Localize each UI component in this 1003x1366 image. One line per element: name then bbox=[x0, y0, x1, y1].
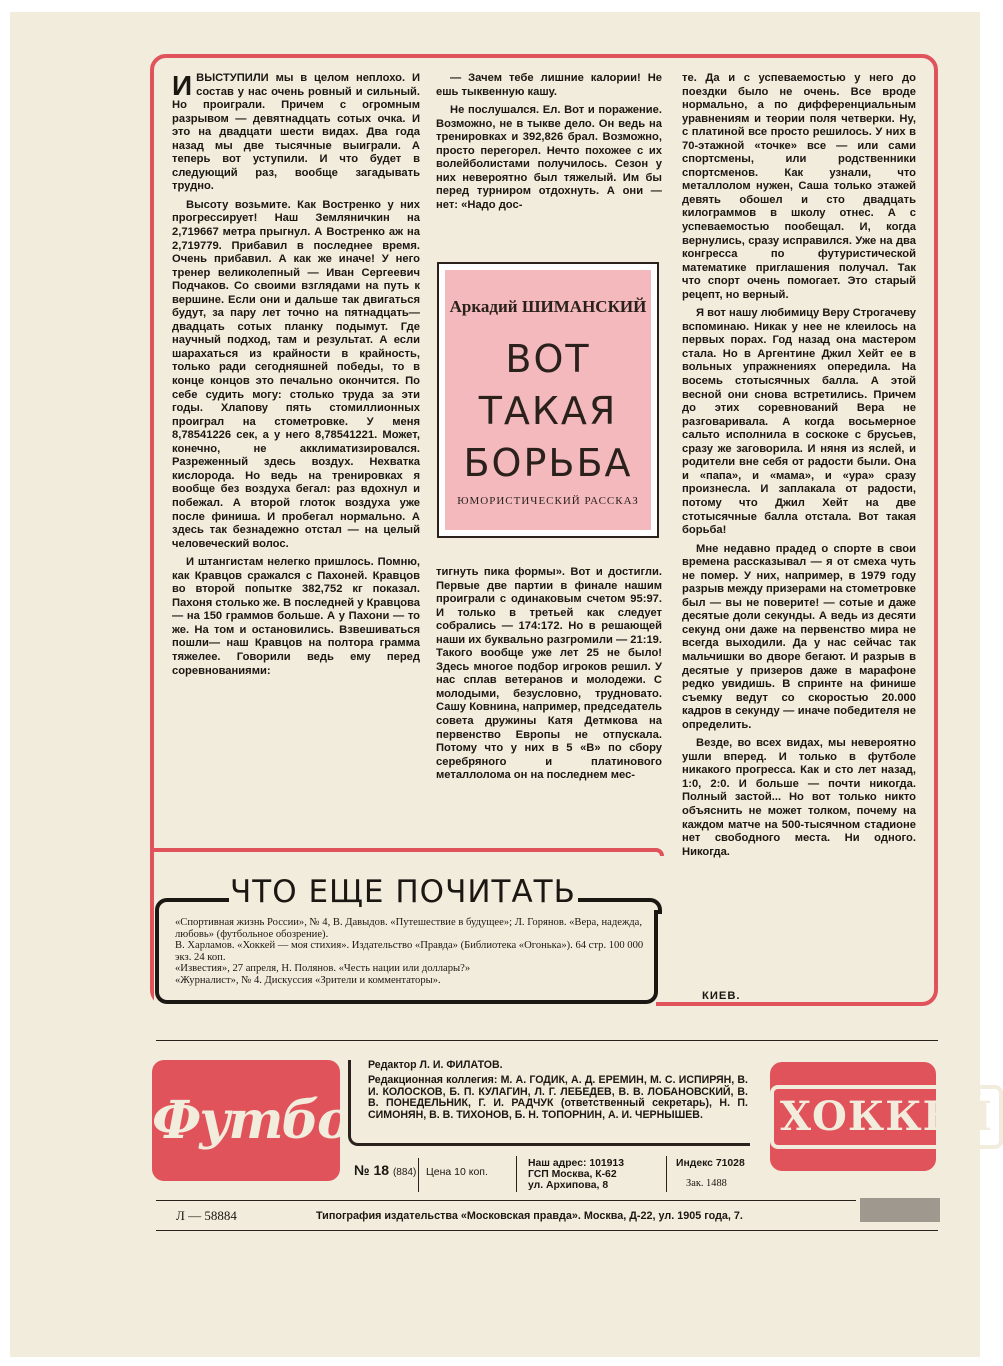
story-title-block bbox=[437, 262, 659, 538]
paragraph: Не послушался. Ел. Вот и поражение. Возможно, не в тыкве дело. Он ведь на тренировках и 392,826 брал. Возможно, просто перегорел. Нечто похожее с их волейболистами получилось. Сезон у них невероятно был тяжелый. Им бы перед турниром отдохнуть. А они — нет: «Надо дос- bbox=[436, 104, 662, 211]
reading-title: ЧТО ЕЩЕ ПОЧИТАТЬ bbox=[230, 874, 576, 910]
title-line-3: БОРЬБА bbox=[463, 441, 633, 485]
paragraph: И штангистам нелегко пришлось. Помню, как Кравцов сражался с Пахоней. Кравцов во второй попытке 382,752 кг показал. Пахоня столько же. В последней у Кравцова — на 150 граммов больше. А у Пахони — то же. На том и остановились. Взвешиваться пошли— наш Кравцов на полтора грамма тяжелее. Говорили ведь ему перед соревнованиями: bbox=[172, 556, 420, 677]
issue-number-value: № 18 bbox=[354, 1162, 390, 1178]
hokkey-logo bbox=[770, 1062, 993, 1171]
futbol-logo: Футбол bbox=[152, 1060, 340, 1181]
printer-imprint: Типография издательства «Московская правда». Москва, Д-22, ул. 1905 года, 7. bbox=[316, 1210, 743, 1222]
postal-address bbox=[528, 1158, 624, 1191]
hokkey-logo-text: ХОККЕЙ bbox=[770, 1085, 1003, 1149]
address-line: ГСП Москва, К-62 bbox=[528, 1169, 617, 1180]
story-column-2-bottom bbox=[436, 566, 662, 788]
paragraph: те. Да и с успеваемостью у него до поездки было не очень. Все вроде нормально, а по дифференциальным уравнениям и теории поля четверки. Ну, с платиной все просто решилось. У них в 70-этажной «точке» все — или сами спортсмены, или родственники спортсменов. Как узнали, что металлолом нужен, Саша только этажей девять обошел и сто двадцать килограммов в школу отнес. А с успеваемостью пообещал. И, когда вернулись, сразу исправился. Уже на два конгресса по футуристической математике приглашения получал. Так что спорт очень помогает. Это старый рецепт, но верный. bbox=[682, 72, 916, 301]
editorial-board: Редакционная коллегия: М. А. ГОДИК, А. Д. ЕРЕМИН, М. С. ИСПИРЯН, В. И. КОЛОСКОВ, Б. П. КУЛАГИН, Л. Г. ЛЕБЕДЕВ, В. В. ЛОБАНОВСКИЙ, В. В. ПОНЕДЕЛЬНИК, Г. И. РАДЧУК (ответственный секретарь), Н. П. СИМОНЯН, В. В. ТИХОНОВ, Б. Н. ТОПОРНИН, А. И. ЧЕРНЫШЕВ. bbox=[368, 1074, 748, 1121]
reading-list bbox=[175, 917, 645, 987]
paragraph: тигнуть пика формы». Вот и достигли. Первые две партии в финале нашим проиграли с одинаковым счетом 95:97. И только в третьей как следует собрались — 174:172. Но в решающей наши их буквально разгромили — 21:19. Такого вообще уже лет 25 не было! Здесь многое подбор игроков решил. У нас сплав ветеранов и молодежи. С молодыми, безусловно, трудновато. Сашу Ковнина, например, председатель совета дружины Катя Детмкова на первенство Европы не отпускала. Потому что у них в 5 «В» по сбору серебряного и платинового металлолома он на последнем мес- bbox=[436, 566, 662, 782]
issue-price: Цена 10 коп. bbox=[426, 1166, 488, 1178]
story-column-2-top bbox=[436, 72, 662, 217]
divider-rule bbox=[156, 1230, 938, 1231]
reading-item: «Известия», 27 апреля, Н. Полянов. «Честь нации или доллары?» bbox=[175, 963, 471, 975]
address-line: ул. Архипова, 8 bbox=[528, 1180, 609, 1191]
issue-number bbox=[354, 1162, 416, 1178]
dateline: КИЕВ. bbox=[702, 990, 741, 1002]
paragraph: Высоту возьмите. Как Востренко у них прогрессирует! Наш Земляничкин на 2,719667 метра прыгнул. А Востренко аж на 2,719779. Прибавил в последнее время. Очень прибавил. А как же иначе! У него тренер великолепный — Иван Сергеевич Подчаков. Со своими взглядами на путь к вершине. Если они и дальше так двигаться будут, за пару лет точно на пятнадцать—двадцать сотых планку подымут. Где научный подход, там и результат. А если шарахаться из крайности в крайность, только ради сегодняшней победы, то в конце концов это печально окончится. По себе судить могу: столько труда за эти годы. Хлапову пять стомиллионных проиграл на стометровке. У меня 8,78541226 сек, а у него 8,78541221. Может, конечно, не акклиматизировался. Разреженный здесь воздух. Нехватка кислорода. Но ведь на тренировках я вообще без воздуха бегал: раз вдохнул и побежал. А второй глоток воздуха уже после финиша. И пробегал нормально. А здесь так безнадежно отстал — на целый человеческий волос. bbox=[172, 198, 420, 550]
subscription-index: Индекс 71028 bbox=[676, 1158, 745, 1169]
story-subtitle: ЮМОРИСТИЧЕСКИЙ РАССКАЗ bbox=[457, 495, 639, 507]
author-name: Аркадий ШИМАНСКИЙ bbox=[449, 297, 647, 316]
story-column-1 bbox=[172, 72, 420, 683]
frame-cutout-edge bbox=[150, 848, 664, 856]
story-column-3 bbox=[682, 72, 916, 864]
separator bbox=[666, 1156, 667, 1192]
editorial-credits bbox=[368, 1060, 748, 1121]
issue-total: (884) bbox=[392, 1167, 417, 1178]
paragraph: Мне недавно прадед о спорте в свои времена рассказывал — я от смеха чуть не помер. У них, например, в 1979 году разрыв между призерами на стометровке был — вы не поверите! — сотые и даже десятые доли секунды. А ведь из десяти секунд они даже на первенство мира не всегда выходили. Да у нас сейчас так мальчишки во дворе бегают. И разрыв в десятые у призеров даже в марафоне редко увидишь. В спринте на финише съемку ведут со скоростью 20.000 кадров в секунду — иначе победителя не определить. bbox=[682, 542, 916, 731]
paragraph: Везде, во всех видах, мы невероятно ушли вперед. И только в футболе никакого прогресса. Как и сто лет назад, 1:0, 2:0. И больше — почти никогда. Полный застой... Но вот только никто объяснить не может толком, почему на каждом матче на 500-тысячном стадионе нет свободного места. Ни одного. Никогда. bbox=[682, 737, 916, 858]
title-line-1: ВОТ bbox=[505, 337, 591, 381]
editor-name: Редактор Л. И. ФИЛАТОВ. bbox=[368, 1059, 503, 1071]
paragraph: ВЫСТУПИЛИ мы в целом неплохо. И состав у нас очень ровный и сильный. Но проиграли. Причем с огромным разрывом — девятнадцать сотых очка. И это на двадцати шести видах. Два года назад мы две тысячные выиграли. А теперь вот уступили. И что будет в следующий раз, вообще загадывать трудно. bbox=[172, 72, 420, 193]
license-code: Л — 58884 bbox=[176, 1208, 237, 1223]
address-line: Наш адрес: 101913 bbox=[528, 1158, 624, 1169]
reading-item: «Спортивная жизнь России», № 4, В. Давыдов. «Путешествие в будущее»; Л. Горянов. «Вера, надежда, любовь» (футбольное обозрение). bbox=[175, 917, 643, 940]
separator bbox=[516, 1156, 517, 1192]
reading-item: В. Харламов. «Хоккей — моя стихия». Издательство «Правда» (Библиотека «Огонька»). 64 стр. 100 000 экз. 24 коп. bbox=[175, 940, 644, 963]
reading-item: «Журналист», № 4. Дискуссия «Зрители и комментаторы». bbox=[175, 974, 441, 986]
print-mark bbox=[860, 1198, 940, 1222]
story-title-panel bbox=[445, 270, 651, 530]
title-line-2: ТАКАЯ bbox=[478, 389, 618, 433]
separator bbox=[418, 1158, 419, 1192]
drop-cap: И bbox=[172, 70, 193, 101]
paragraph: Я вот нашу любимицу Веру Строгачеву вспоминаю. Никак у нее не клеилось на первых порах. Год назад она мастером стала. Но в Аргентине Джил Хейт ее в вольных упражнениях опередила. На восемь стотысячных балла. А этой весной они снова встретились. Причем до этих соревнований Вера не разговаривала. А когда восьмерное сальто исполнила в соскоке с брусьев, сразу же заговорила. И няня из яслей, и родители вне себя от радости были. Она и «папа», и «мама», и «ура» сразу произнесла. И заплакала от радости, потому что Джил Хейт на две стотысячные балла отстала. Вот такая борьба! bbox=[682, 307, 917, 537]
divider-rule bbox=[156, 1040, 938, 1041]
order-number: Зак. 1488 bbox=[686, 1178, 727, 1189]
paragraph: — Зачем тебе лишние калории! Не ешь тыквенную кашу. bbox=[436, 72, 662, 98]
divider-rule bbox=[156, 1200, 856, 1201]
